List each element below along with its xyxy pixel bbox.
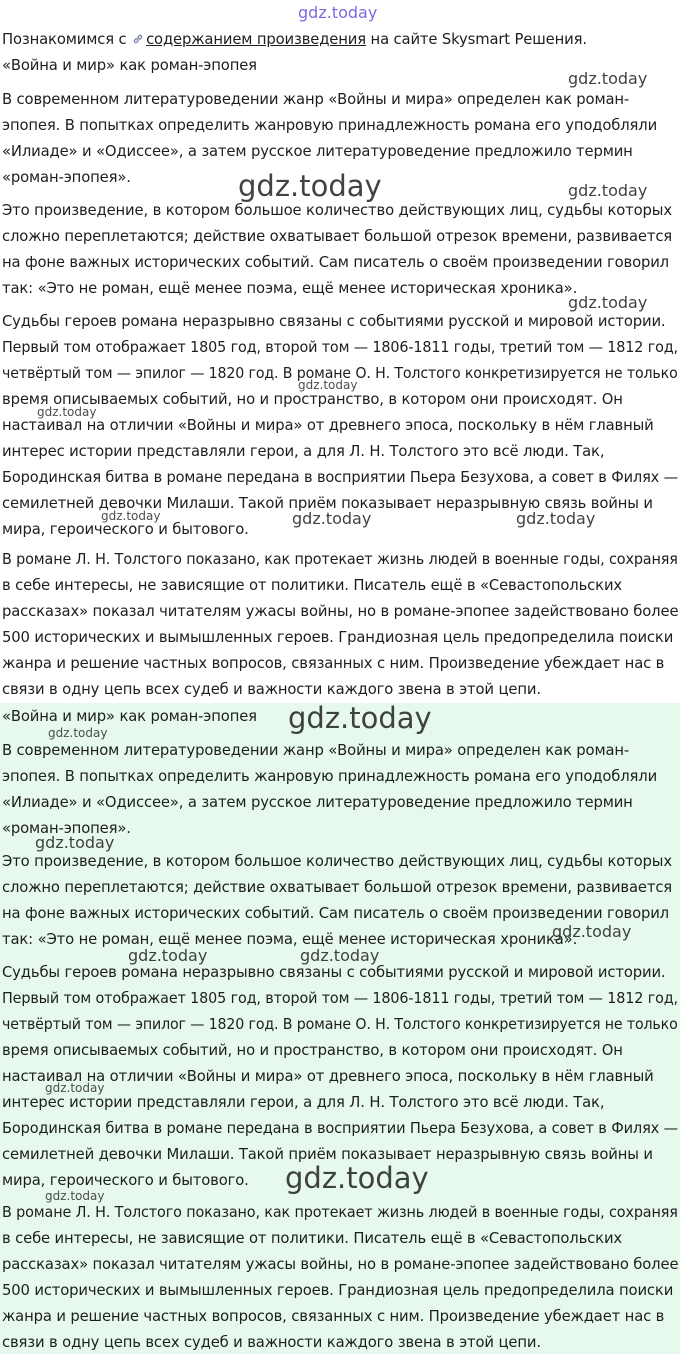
- answer-text-line: интерес истории представляли герои, а для Л. Н. Толстого это всё люди. Так,: [2, 1094, 605, 1111]
- watermark: gdz.today: [37, 405, 97, 419]
- top-text-line: в себе интересы, не зависящие от политики. Писатель ещё в «Севастопольских: [2, 577, 623, 594]
- intro-before: Познакомимся с: [2, 31, 132, 48]
- answer-text-line: четвёртый том — эпилог — 1820 год. В романе О. Н. Толстого конкретизируется не только: [2, 1016, 678, 1033]
- watermark: gdz.today: [101, 509, 161, 523]
- top-text-line: время описываемых событий, но и пространство, в котором они происходят. Он: [2, 391, 623, 408]
- answer-text-line: Первый том отображает 1805 год, второй том — 1806-1811 годы, третий том — 1812 год,: [2, 990, 678, 1007]
- watermark: gdz.today: [298, 3, 378, 22]
- watermark: gdz.today: [568, 69, 648, 88]
- watermark: gdz.today: [48, 726, 108, 740]
- watermark: gdz.today: [35, 833, 115, 852]
- answer-text-line: так: «Это не роман, ещё менее поэма, ещё менее историческая хроника».: [2, 931, 578, 948]
- answer-text-line: Бородинская битва в романе передана в восприятии Пьера Безухова, а совет в Филях —: [2, 1120, 679, 1137]
- watermark: gdz.today: [238, 169, 382, 203]
- answer-text-line: В современном литературоведении жанр «Войны и мира» определен как роман-: [2, 742, 630, 759]
- answer-text-line: мира, героического и бытового.: [2, 1172, 249, 1189]
- answer-text-line: в себе интересы, не зависящие от политики. Писатель ещё в «Севастопольских: [2, 1230, 623, 1247]
- answer-text-line: рассказах» показал читателям ужасы войны, но в романе-эпопее задействовано более: [2, 1256, 679, 1273]
- top-text-line: Судьбы героев романа неразрывно связаны с событиями русской и мировой истории.: [2, 313, 666, 330]
- top-text-line: семилетней девочки Милаши. Такой приём показывает неразрывную связь войны и: [2, 495, 653, 512]
- answer-text-line: время описываемых событий, но и пространство, в котором они происходят. Он: [2, 1042, 623, 1059]
- top-text-line: Бородинская битва в романе передана в восприятии Пьера Безухова, а совет в Филях —: [2, 469, 679, 486]
- top-text-line: сложно переплетаются; действие охватывает большой отрезок времени, развивается: [2, 228, 673, 245]
- top-text-line: четвёртый том — эпилог — 1820 год. В романе О. Н. Толстого конкретизируется не только: [2, 365, 678, 382]
- intro-after: на сайте Skysmart Решения.: [366, 31, 587, 48]
- top-text-line: так: «Это не роман, ещё менее поэма, ещё менее историческая хроника».: [2, 280, 578, 297]
- top-text-line: «Илиаде» и «Одиссее», а затем русское литературоведение предложило термин: [2, 143, 633, 160]
- top-text-line: эпопея. В попытках определить жанровую принадлежность романа его уподобляли: [2, 117, 658, 134]
- answer-text-line: эпопея. В попытках определить жанровую принадлежность романа его уподобляли: [2, 768, 658, 785]
- watermark: gdz.today: [298, 378, 358, 392]
- answer-heading: «Война и мир» как роман-эпопея: [2, 708, 257, 725]
- content-link-label[interactable]: содержанием произведения: [146, 31, 366, 48]
- watermark: gdz.today: [292, 509, 372, 528]
- watermark: gdz.today: [568, 293, 648, 312]
- answer-text-line: жанра и решение частных вопросов, связанных с ним. Произведение убеждает нас в: [2, 1308, 665, 1325]
- answer-text-line: настаивал на отличии «Войны и мира» от древнего эпоса, поскольку в нём главный: [2, 1068, 654, 1085]
- watermark: gdz.today: [285, 1161, 429, 1195]
- answer-text-line: 500 исторических и вымышленных героев. Грандиозная цель предопределила поиски: [2, 1282, 674, 1299]
- watermark: gdz.today: [45, 1189, 105, 1203]
- top-heading: «Война и мир» как роман-эпопея: [2, 57, 257, 74]
- top-text-line: В романе Л. Н. Толстого показано, как протекает жизнь людей в военные годы, сохраняя: [2, 551, 678, 568]
- link-icon: [132, 33, 144, 45]
- answer-text-line: на фоне важных исторических событий. Сам писатель о своём произведении говорил: [2, 905, 669, 922]
- answer-text-line: Судьбы героев романа неразрывно связаны с событиями русской и мировой истории.: [2, 964, 666, 981]
- top-text-line: связи в одну цепь всех судеб и важности каждого звена в этой цепи.: [2, 681, 541, 698]
- watermark: gdz.today: [300, 946, 380, 965]
- answer-text-line: «Илиаде» и «Одиссее», а затем русское литературоведение предложило термин: [2, 794, 633, 811]
- watermark: gdz.today: [552, 922, 632, 941]
- top-text-line: «роман-эпопея».: [2, 169, 131, 186]
- top-text-line: интерес истории представляли герои, а для Л. Н. Толстого это всё люди. Так,: [2, 443, 605, 460]
- watermark: gdz.today: [128, 946, 208, 965]
- watermark: gdz.today: [568, 181, 648, 200]
- top-text-line: В современном литературоведении жанр «Войны и мира» определен как роман-: [2, 91, 630, 108]
- watermark: gdz.today: [288, 701, 432, 735]
- top-text-line: Первый том отображает 1805 год, второй том — 1806-1811 годы, третий том — 1812 год,: [2, 339, 678, 356]
- answer-text-line: Это произведение, в котором большое количество действующих лиц, судьбы которых: [2, 853, 672, 870]
- answer-text-line: сложно переплетаются; действие охватывает большой отрезок времени, развивается: [2, 879, 673, 896]
- top-text-line: жанра и решение частных вопросов, связанных с ним. Произведение убеждает нас в: [2, 655, 665, 672]
- answer-text-line: В романе Л. Н. Толстого показано, как протекает жизнь людей в военные годы, сохраняя: [2, 1204, 678, 1221]
- watermark: gdz.today: [516, 509, 596, 528]
- answer-text-line: связи в одну цепь всех судеб и важности каждого звена в этой цепи.: [2, 1334, 541, 1351]
- top-text-line: мира, героического и бытового.: [2, 521, 249, 538]
- content-link[interactable]: [131, 31, 366, 48]
- top-text-line: рассказах» показал читателям ужасы войны, но в романе-эпопее задействовано более: [2, 603, 679, 620]
- top-text-line: Это произведение, в котором большое количество действующих лиц, судьбы которых: [2, 202, 672, 219]
- answer-text-line: семилетней девочки Милаши. Такой приём показывает неразрывную связь войны и: [2, 1146, 653, 1163]
- intro-line: [2, 30, 587, 50]
- top-text-line: настаивал на отличии «Войны и мира» от древнего эпоса, поскольку в нём главный: [2, 417, 654, 434]
- answer-text-line: «роман-эпопея».: [2, 820, 131, 837]
- watermark: gdz.today: [45, 1081, 105, 1095]
- top-text-line: 500 исторических и вымышленных героев. Грандиозная цель предопределила поиски: [2, 629, 674, 646]
- top-text-line: на фоне важных исторических событий. Сам писатель о своём произведении говорил: [2, 254, 669, 271]
